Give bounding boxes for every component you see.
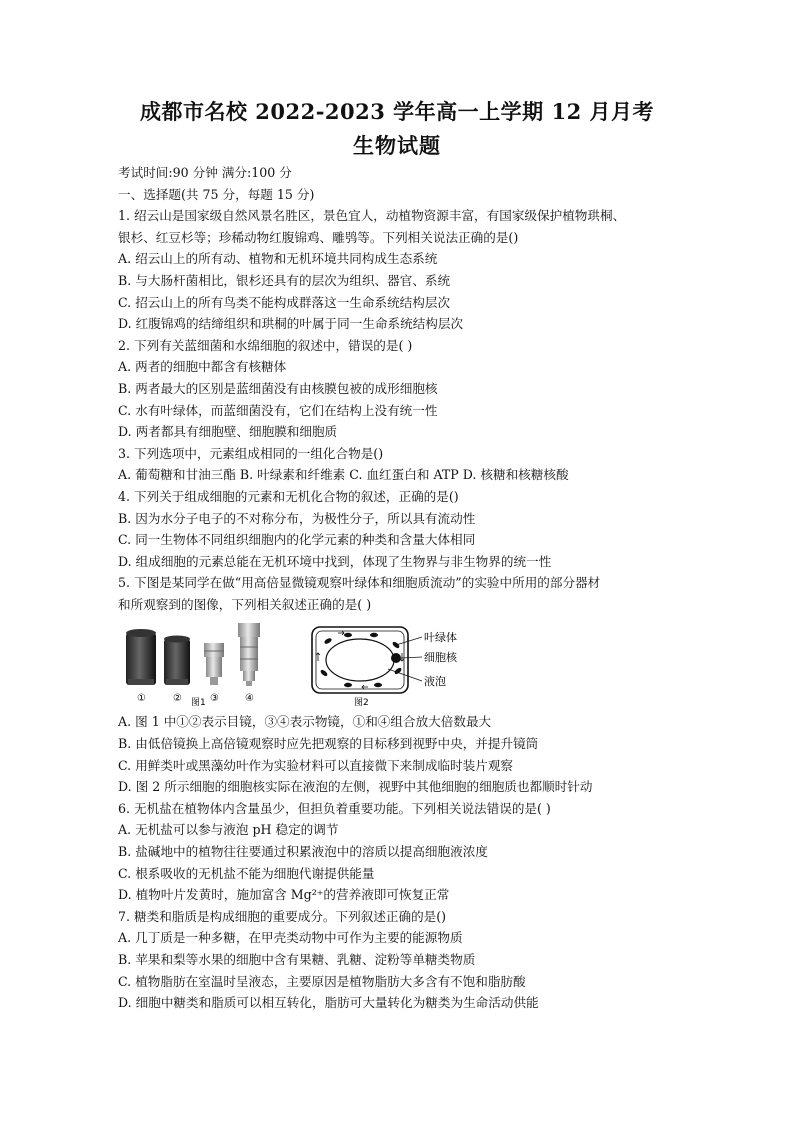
q3-stem: 3. 下列选项中，元素组成相同的一组化合物是() (118, 445, 384, 461)
q5-option-b: B. 由低倍镜换上高倍镜观察时应先把观察的目标移到视野中央，并提升镜筒 (118, 736, 539, 752)
q6-option-a: A. 无机盐可以参与液泡 pH 稳定的调节 (118, 822, 339, 838)
legend-chloroplast: 叶绿体 (424, 631, 457, 645)
q5-option-c: C. 用鲜类叶或黑藻幼叶作为实验材料可以直接微下来制成临时装片观察 (118, 757, 514, 773)
nucleus (391, 653, 401, 663)
q2-option-b: B. 两者最大的区别是蓝细菌没有由核膜包被的成形细胞核 (118, 380, 438, 396)
q5-figures (118, 621, 678, 707)
lens-label-3: ③ (210, 693, 219, 705)
fig1-label: 图1 (191, 698, 206, 708)
q2-option-c: C. 水有叶绿体，而蓝细菌没有，它们在结构上没有统一性 (118, 402, 438, 418)
vacuole (326, 639, 394, 681)
exam-subtitle: 生物试题 (353, 133, 441, 158)
q4-option-b: B. 因为水分子电子的不对称分布，为极性分子，所以具有流动性 (118, 510, 476, 526)
fig2-label: 图2 (354, 698, 369, 708)
exam-info: 考试时间:90 分钟 满分:100 分 (118, 165, 292, 180)
q2-stem: 2. 下列有关蓝细菌和水绵细胞的叙述中，错误的是( ) (118, 337, 413, 353)
microscope-lenses-figure (124, 621, 274, 707)
eyepiece-2-icon (164, 636, 190, 686)
eyepiece-1-icon (126, 629, 156, 685)
q6-stem: 6. 无机盐在植物体内含量虽少，但担负着重要功能。下列相关说法错误的是( ) (118, 800, 551, 816)
q7-stem: 7. 糖类和脂质是构成细胞的重要成分。下列叙述正确的是() (118, 908, 447, 924)
q1-stem-line1: 1. 绍云山是国家级自然风景名胜区，景色宜人，动植物资源丰富，有国家级保护植物珙桐、 (118, 208, 626, 224)
q1-option-a: A. 绍云山上的所有动、植物和无机环境共同构成生态系统 (118, 251, 438, 267)
objective-3-icon (204, 643, 224, 685)
exam-body (118, 162, 678, 1014)
q7-option-a: A. 几丁质是一种多糖，在甲壳类动物中可作为主要的能源物质 (118, 930, 463, 946)
q4-stem: 4. 下列关于组成细胞的元素和无机化合物的叙述，正确的是() (118, 488, 459, 504)
q6-option-d: D. 植物叶片发黄时，施加富含 Mg²⁺的营养液即可恢复正常 (118, 887, 450, 903)
plant-cell-figure (308, 621, 518, 707)
q5-option-a: A. 图 1 中①②表示目镜，③④表示物镜，①和④组合放大倍数最大 (118, 714, 492, 730)
chloroplasts (320, 633, 403, 687)
q1-option-c: C. 招云山上的所有鸟类不能构成群落这一生命系统结构层次 (118, 294, 451, 310)
q1-option-d: D. 红腹锦鸡的结缔组织和珙桐的叶属于同一生命系统结构层次 (118, 316, 464, 332)
q5-stem-line1: 5. 下图是某同学在做“用高倍显微镜观察叶绿体和细胞质流动”的实验中所用的部分器材 (118, 575, 601, 591)
q4-option-c: C. 同一生物体不同组织细胞内的化学元素的种类和含量大体相同 (118, 532, 476, 548)
q7-option-b: B. 苹果和梨等水果的细胞中含有果糖、乳糖、淀粉等单糖类物质 (118, 952, 476, 967)
q5-stem-line2: 和所观察到的图像，下列相关叙述正确的是( ) (118, 596, 372, 612)
q6-option-b: B. 盐碱地中的植物往往要通过积累液泡中的溶质以提高细胞液浓度 (118, 844, 488, 860)
legend-nucleus: 细胞核 (424, 651, 457, 665)
q7-option-c: C. 植物脂肪在室温时呈液态，主要原因是植物脂肪大多含有不饱和脂肪酸 (118, 973, 526, 989)
q7-option-d: D. 细胞中糖类和脂质可以相互转化，脂肪可大量转化为糖类为生命活动供能 (118, 995, 539, 1011)
objective-4-icon (238, 623, 260, 686)
q5-option-d: D. 图 2 所示细胞的细胞核实际在液泡的左侧，视野中其他细胞的细胞质也都顺时针动 (118, 779, 593, 795)
lens-label-4: ④ (245, 693, 254, 705)
q2-option-a: A. 两者的细胞中都含有核糖体 (118, 359, 287, 375)
exam-title: 成都市名校 2022-2023 学年高一上学期 12 月月考 (139, 99, 655, 124)
lens-label-1: ① (137, 693, 146, 705)
q1-stem-line2: 银杉、红豆杉等；珍稀动物红腹锦鸡、雕鸮等。下列相关说法正确的是() (118, 229, 519, 245)
legend-vacuole: 液泡 (424, 675, 446, 689)
q1-option-b: B. 与大肠杆菌相比，银杉还具有的层次为组织、器官、系统 (118, 272, 451, 288)
q4-option-d: D. 组成细胞的元素总能在无机环境中找到，体现了生物界与非生物界的统一性 (118, 553, 552, 569)
lens-label-2: ② (173, 693, 182, 705)
q2-option-d: D. 两者都具有细胞壁、细胞膜和细胞质 (118, 424, 338, 440)
section-heading: 一、选择题(共 75 分，每题 15 分) (118, 186, 315, 202)
q6-option-c: C. 根系吸收的无机盐不能为细胞代谢提供能量 (118, 865, 375, 881)
q3-options: A. 葡萄糖和甘油三酯 B. 叶绿素和纤维素 C. 血红蛋白和 ATP D. 核糖和核糖核酸 (118, 467, 569, 483)
